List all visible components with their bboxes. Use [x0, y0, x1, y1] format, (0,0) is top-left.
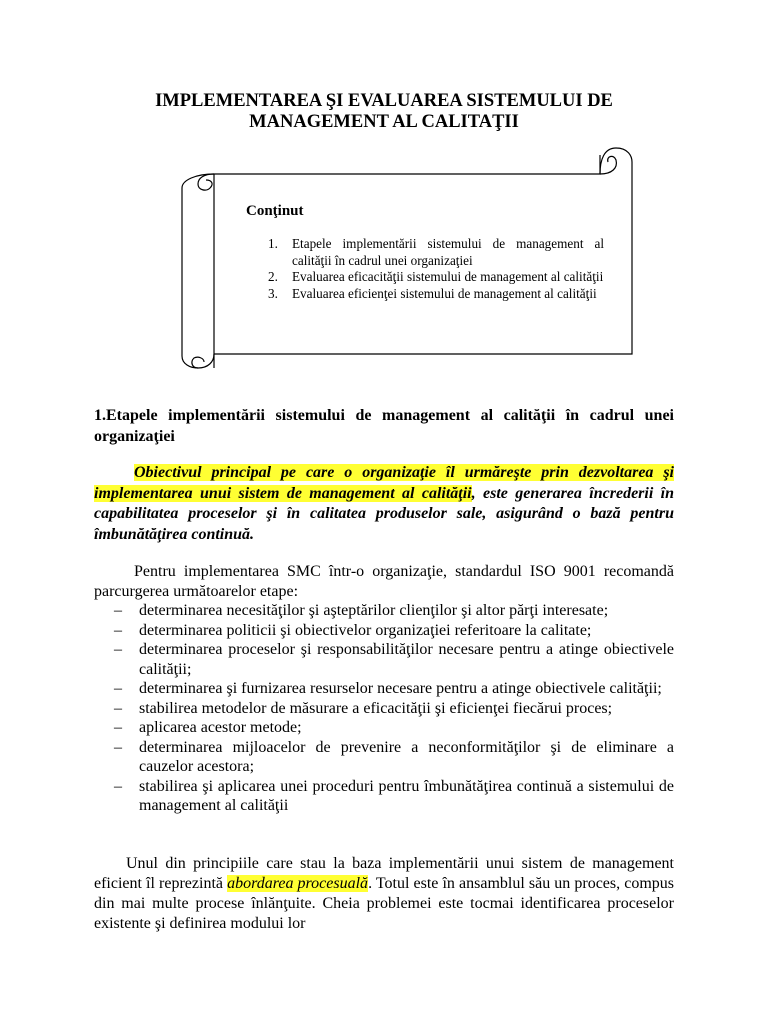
list-item-text: determinarea politicii şi obiectivelor organizaţiei referitoare la calitate;: [139, 621, 592, 639]
toc-item: [268, 236, 604, 269]
list-item: [94, 777, 674, 816]
toc-list: [268, 236, 604, 302]
toc-item-number: 1.: [268, 236, 278, 251]
scroll-frame: [0, 0, 768, 400]
toc-item-number: 2.: [268, 269, 278, 284]
list-item-text: determinarea proceselor şi responsabilităţilor necesare pentru a atinge obiectivele calităţii;: [139, 641, 674, 678]
list-item: [94, 640, 674, 679]
list-item-text: stabilirea şi aplicarea unei proceduri pentru îmbunătăţirea continuă a sistemului de management al calităţii: [139, 777, 674, 814]
para2-text-after: . Totul este în ansamblul său un proces, compus din mai multe procese înlănţuite. Cheia problemei este tocmai identificarea proceselor existente şi definirea modului lor: [94, 875, 675, 932]
list-item: [94, 699, 674, 719]
title-line-2: MANAGEMENT AL CALITAŢII: [249, 112, 519, 132]
toc-heading: Conţinut: [246, 203, 304, 219]
toc-item-text: Evaluarea eficacităţii sistemului de management al calităţii: [292, 269, 604, 284]
intro-paragraph: [94, 562, 674, 601]
dash-bullet: –: [114, 738, 122, 756]
section-heading: 1.Etapele implementării sistemului de management al calităţii în cadrul unei organizaţiei: [94, 407, 674, 445]
dash-bullet: –: [114, 680, 122, 697]
toc-item: [268, 269, 604, 286]
intro-text: Pentru implementarea SMC într-o organizaţie, standardul ISO 9001 recomandă parcurgerea următoarelor etape:: [94, 563, 674, 600]
highlighted-objective: Obiectivul principal pe care o organizaţie îl urmăreşte prin dezvoltarea şi implementarea unui sistem de management al calităţii: [94, 464, 674, 502]
highlighted-term: abordarea procesuală: [227, 875, 369, 892]
objective-rest: , este generarea încrederii în capabilitatea proceselor şi în calitatea produselor sale, asigurând o bază pentru îmbunătăţirea continuă.: [94, 484, 675, 543]
list-item-text: determinarea mijloacelor de prevenire a neconformităţilor şi de eliminare a cauzelor acestora;: [139, 738, 674, 775]
list-item: [94, 738, 674, 777]
dash-bullet: –: [114, 621, 122, 639]
dash-bullet: –: [114, 777, 122, 795]
list-item-text: aplicarea acestor metode;: [139, 719, 302, 736]
list-item: [94, 718, 674, 738]
objective-paragraph: [94, 463, 674, 545]
para2-text-before: Unul din principiile care stau la baza implementării unui sistem de management eficient îl reprezintă: [94, 855, 674, 892]
dash-bullet: –: [114, 719, 122, 736]
process-approach-paragraph: [94, 854, 674, 934]
toc-item-number: 3.: [268, 285, 278, 301]
list-item: [94, 621, 674, 641]
list-item: [94, 679, 674, 699]
toc-item-text: Etapele implementării sistemului de management al calităţii în cadrul unei organizaţiei: [292, 236, 604, 268]
toc-item-text: Evaluarea eficienţei sistemului de management al calităţii: [292, 285, 597, 301]
steps-list: [94, 601, 674, 816]
title-line-1: IMPLEMENTAREA ŞI EVALUAREA SISTEMULUI DE: [155, 91, 613, 111]
list-item: [94, 601, 674, 621]
toc-item: [268, 286, 604, 303]
list-item-text: determinarea necesităţilor şi aşteptărilor clienţilor şi altor părţi interesate;: [139, 602, 609, 619]
list-item-text: stabilirea metodelor de măsurare a eficacităţii şi eficienţei fiecărui proces;: [139, 699, 613, 717]
dash-bullet: –: [114, 641, 122, 658]
list-item-text: determinarea şi furnizarea resurselor necesare pentru a atinge obiectivele calităţii;: [139, 680, 662, 697]
dash-bullet: –: [114, 699, 122, 717]
dash-bullet: –: [114, 602, 122, 619]
